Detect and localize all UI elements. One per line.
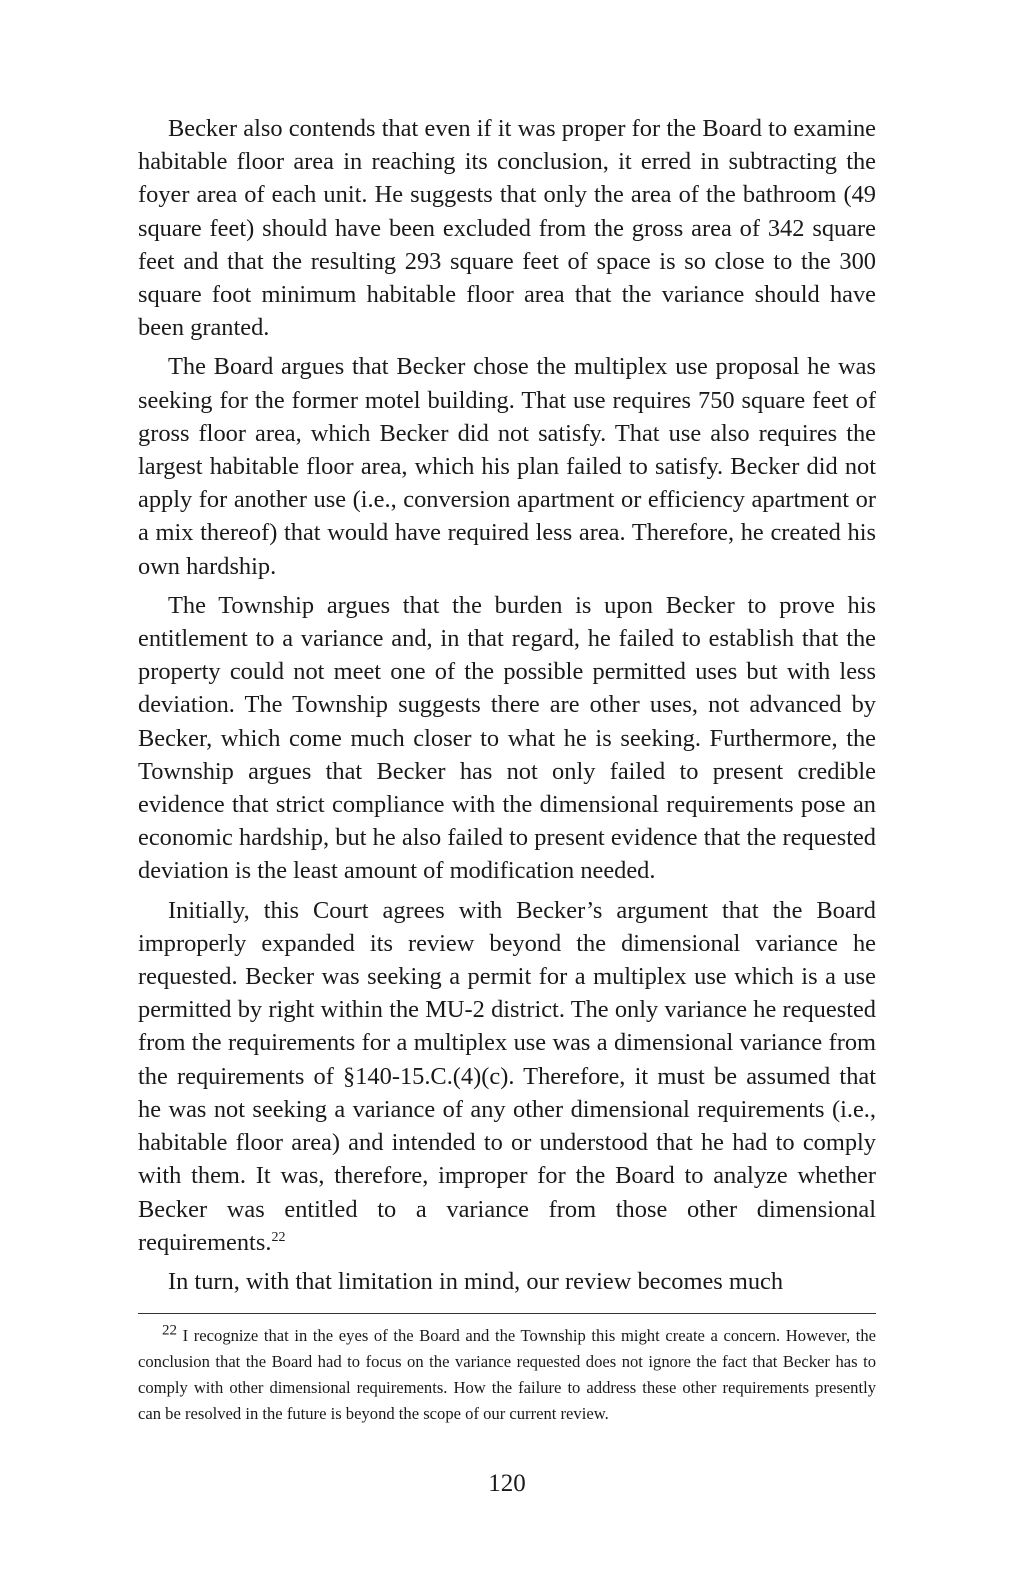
paragraph-township-argues bbox=[138, 589, 876, 888]
paragraph-court-agrees bbox=[138, 894, 876, 1259]
body-text bbox=[138, 112, 876, 1304]
paragraph-becker-contends bbox=[138, 112, 876, 344]
paragraph-text: The Township argues that the burden is upon Becker to prove his entitlement to a variance and, in that regard, he failed to establish that the property could not meet one of the possible permitted uses but with less deviation. The Township suggests there are other uses, not advanced by Becker, which come much closer to what he is seeking. Furthermore, the Township argues that Becker has not only failed to present credible evidence that strict compliance with the dimensional requirements pose an economic hardship, but he also failed to present evidence that the requested deviation is the least amount of modification needed. bbox=[138, 591, 876, 885]
paragraph-text: In turn, with that limitation in mind, our review becomes much bbox=[168, 1267, 784, 1295]
footnote-reference: 22 bbox=[271, 1229, 286, 1245]
page-number: 120 bbox=[488, 1470, 526, 1497]
paragraph-text: Becker also contends that even if it was proper for the Board to examine habitable floor area in reaching its conclusion, it erred in subtracting the foyer area of each unit. He suggests that only the area of the bathroom (49 square feet) should have been excluded from the gross area of 342 square feet and that the resulting 293 square feet of space is so close to the 300 square foot minimum habitable floor area that the variance should have been granted. bbox=[138, 115, 876, 342]
footnote-marker: 22 bbox=[162, 1322, 177, 1339]
paragraph-board-argues bbox=[138, 350, 876, 582]
paragraph-in-turn bbox=[138, 1265, 876, 1298]
footnote-paragraph bbox=[138, 1323, 876, 1427]
footnote-divider bbox=[138, 1313, 876, 1314]
footnote bbox=[138, 1323, 876, 1427]
footnote-text: I recognize that in the eyes of the Board and the Township this might create a concern. However, the conclusion that the Board had to focus on the variance requested does not ignore the fact that Becker has to comply with other dimensional requirements. How the failure to address these other requirements presently can be resolved in the future is beyond the scope of our current review. bbox=[138, 1326, 876, 1423]
paragraph-text: Initially, this Court agrees with Becker’s argument that the Board improperly expanded its review beyond the dimensional variance he requested. Becker was seeking a permit for a multiplex use which is a use permitted by right within the MU-2 district. The only variance he requested from the requirements for a multiplex use was a dimensional variance from the requirements of §140-15.C.(4)(c). Therefore, it must be assumed that he was not seeking a variance of any other dimensional requirements (i.e., habitable floor area) and intended to or understood that he had to comply with them. It was, therefore, improper for the Board to analyze whether Becker was entitled to a variance from those other dimensional requirements. bbox=[138, 896, 876, 1256]
paragraph-text: The Board argues that Becker chose the multiplex use proposal he was seeking for the former motel building. That use requires 750 square feet of gross floor area, which Becker did not satisfy. That use also requires the largest habitable floor area, which his plan failed to satisfy. Becker did not apply for another use (i.e., conversion apartment or efficiency apartment or a mix thereof) that would have required less area. Therefore, he created his own hardship. bbox=[138, 353, 876, 580]
